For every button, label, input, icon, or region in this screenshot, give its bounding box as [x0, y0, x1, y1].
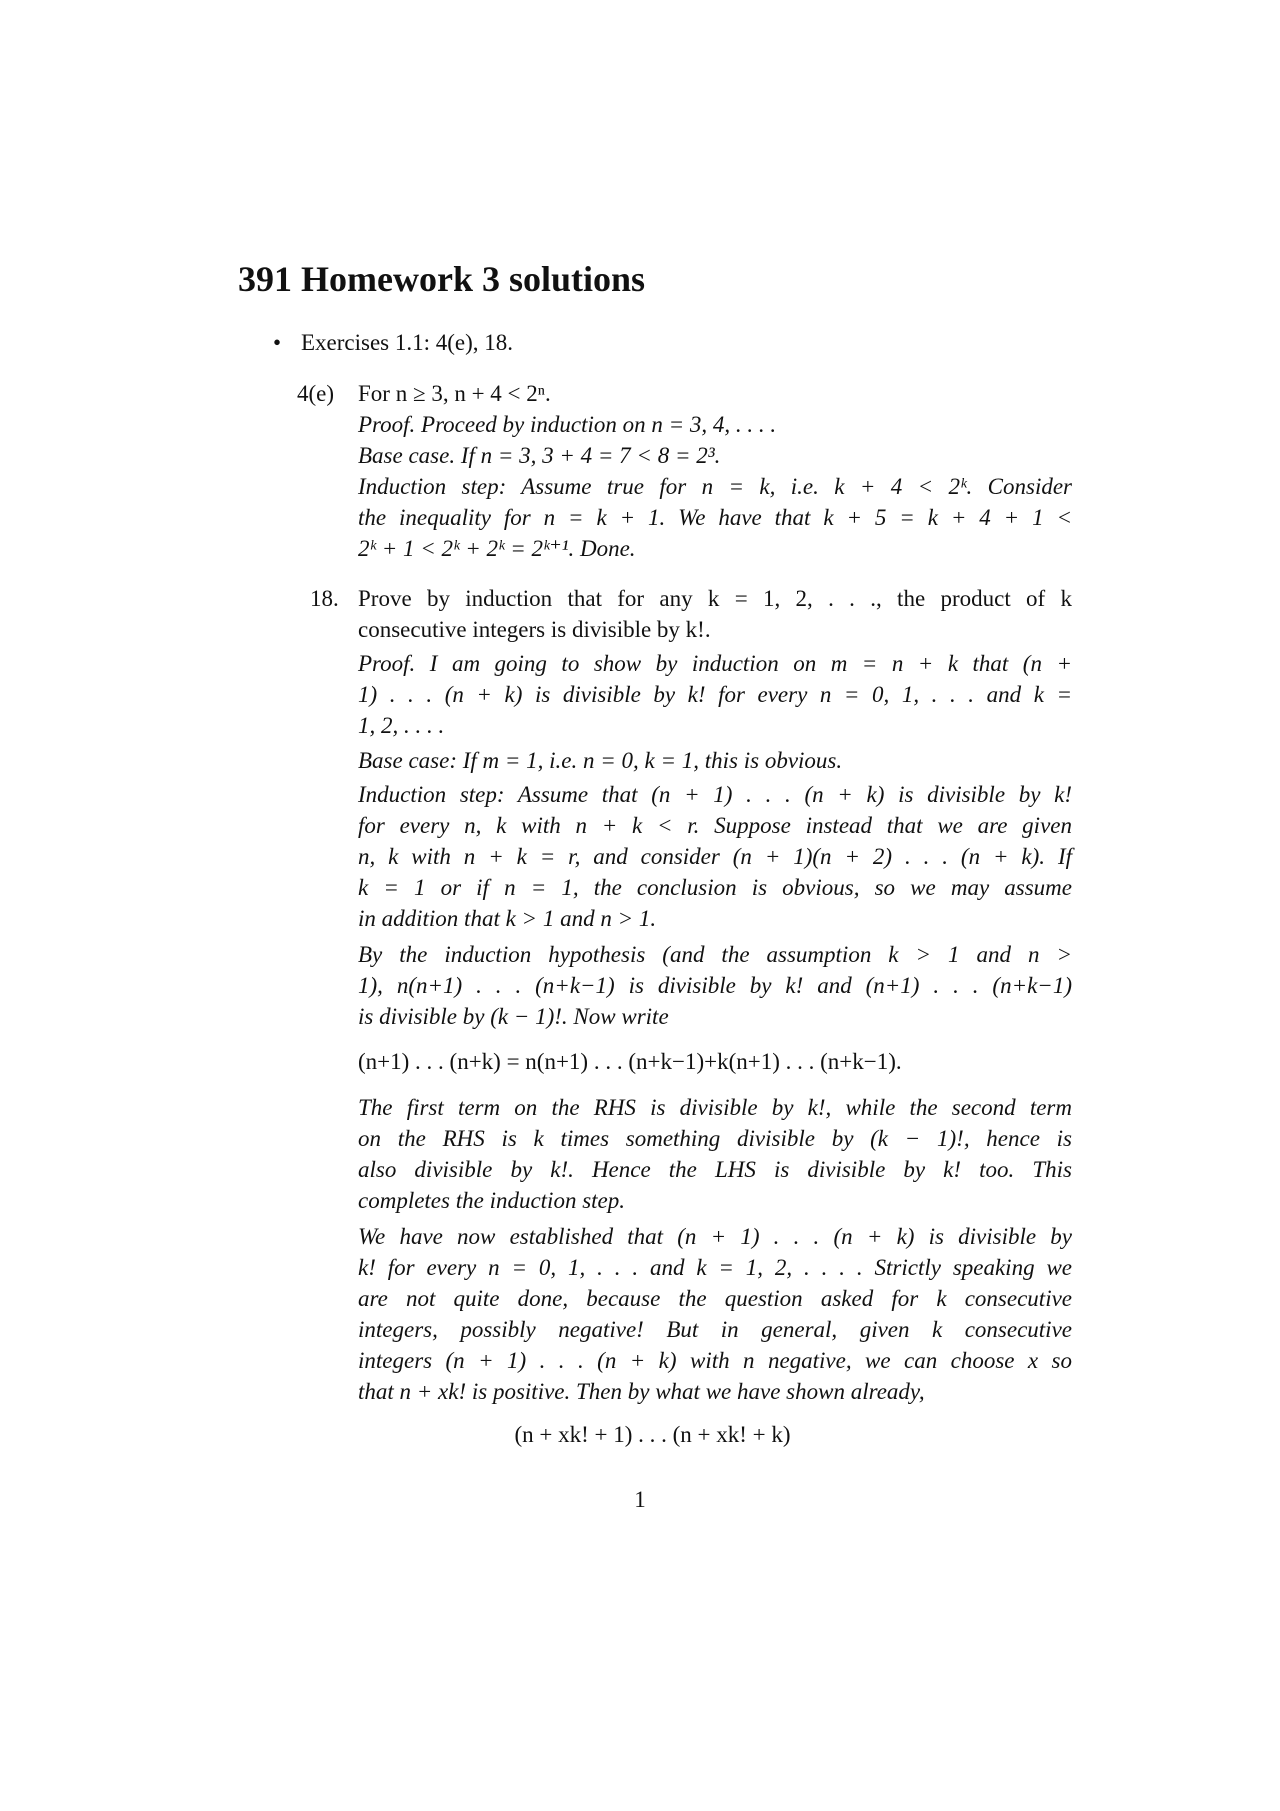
rhs-line: The first term on the RHS is divisible by k!, while the second term [358, 1095, 1072, 1120]
final-display-expression: (n + xk! + 1) . . . (n + xk! + k) [514, 1422, 791, 1447]
proof-line: 1, 2, . . . . [358, 713, 445, 738]
problem-4e-induction-line: the inequality for n = k + 1. We have that k + 5 = k + 4 + 1 < [358, 505, 1072, 530]
induction-line: for every n, k with n + k < r. Suppose instead that we are given [358, 813, 1072, 838]
problem-18-base-case [358, 745, 1072, 776]
problem-18-statement-line: Prove by induction that for any k = 1, 2, . . ., the product of k [358, 586, 1072, 611]
exercise-list-item [273, 330, 513, 356]
established-line: integers (n + 1) . . . (n + k) with n negative, we can choose x so [358, 1348, 1072, 1373]
hypothesis-line: By the induction hypothesis (and the assumption k > 1 and n > [358, 942, 1072, 967]
problem-4e-base-case: Base case. If n = 3, 3 + 4 = 7 < 8 = 2³. [358, 443, 721, 468]
problem-18-proof-intro [358, 648, 1072, 741]
rhs-line: completes the induction step. [358, 1188, 625, 1213]
problem-4e-induction-line: Induction step: Assume true for n = k, i.e. k + 4 < 2ᵏ. Consider [358, 474, 1072, 499]
page-number: 1 [634, 1487, 646, 1512]
base-case-line: Base case: If m = 1, i.e. n = 0, k = 1, this is obvious. [358, 748, 843, 773]
established-line: that n + xk! is positive. Then by what we have shown already, [358, 1379, 925, 1404]
proof-line: Proof. I am going to show by induction on m = n + k that (n + [358, 651, 1072, 676]
bullet-icon: • [273, 330, 282, 355]
problem-18-rhs-argument [358, 1092, 1072, 1216]
induction-line: n, k with n + k = r, and consider (n + 1)(n + 2) . . . (n + k). If [358, 844, 1072, 869]
document-title: 391 Homework 3 solutions [238, 259, 646, 299]
established-line: are not quite done, because the question asked for k consecutive [358, 1286, 1072, 1311]
problem-18-established [358, 1221, 1072, 1407]
established-line: integers, possibly negative! But in general, given k consecutive [358, 1317, 1072, 1342]
hypothesis-line: 1), n(n+1) . . . (n+k−1) is divisible by k! and (n+1) . . . (n+k−1) [358, 973, 1072, 998]
problem-4e-proof: Proof. Proceed by induction on n = 3, 4, . . . . [358, 412, 777, 437]
rhs-line: on the RHS is k times something divisible by (k − 1)!, hence is [358, 1126, 1072, 1151]
problem-18-induction-step [358, 779, 1072, 934]
display-equation: (n+1) . . . (n+k) = n(n+1) . . . (n+k−1)+k(n+1) . . . (n+k−1). [358, 1049, 902, 1074]
problem-4e-induction-line: 2ᵏ + 1 < 2ᵏ + 2ᵏ = 2ᵏ⁺¹. Done. [358, 536, 636, 561]
established-line: We have now established that (n + 1) . . . (n + k) is divisible by [358, 1224, 1072, 1249]
rhs-line: also divisible by k!. Hence the LHS is divisible by k! too. This [358, 1157, 1072, 1182]
problem-18-statement-line: consecutive integers is divisible by k!. [358, 617, 711, 642]
problem-4e-statement: For n ≥ 3, n + 4 < 2ⁿ. [358, 381, 551, 406]
problem-18-hypothesis [358, 939, 1072, 1032]
problem-4e [358, 378, 1072, 564]
induction-line: in addition that k > 1 and n > 1. [358, 906, 657, 931]
induction-line: k = 1 or if n = 1, the conclusion is obvious, so we may assume [358, 875, 1072, 900]
established-line: k! for every n = 0, 1, . . . and k = 1, 2, . . . . Strictly speaking we [358, 1255, 1072, 1280]
problem-18-statement [358, 583, 1072, 645]
problem-label-18: 18. [310, 586, 339, 611]
proof-line: 1) . . . (n + k) is divisible by k! for every n = 0, 1, . . . and k = [358, 682, 1072, 707]
induction-line: Induction step: Assume that (n + 1) . . . (n + k) is divisible by k! [358, 782, 1072, 807]
hypothesis-line: is divisible by (k − 1)!. Now write [358, 1004, 669, 1029]
exercise-reference: Exercises 1.1: 4(e), 18. [301, 330, 514, 355]
problem-label-4e: 4(e) [297, 381, 335, 406]
